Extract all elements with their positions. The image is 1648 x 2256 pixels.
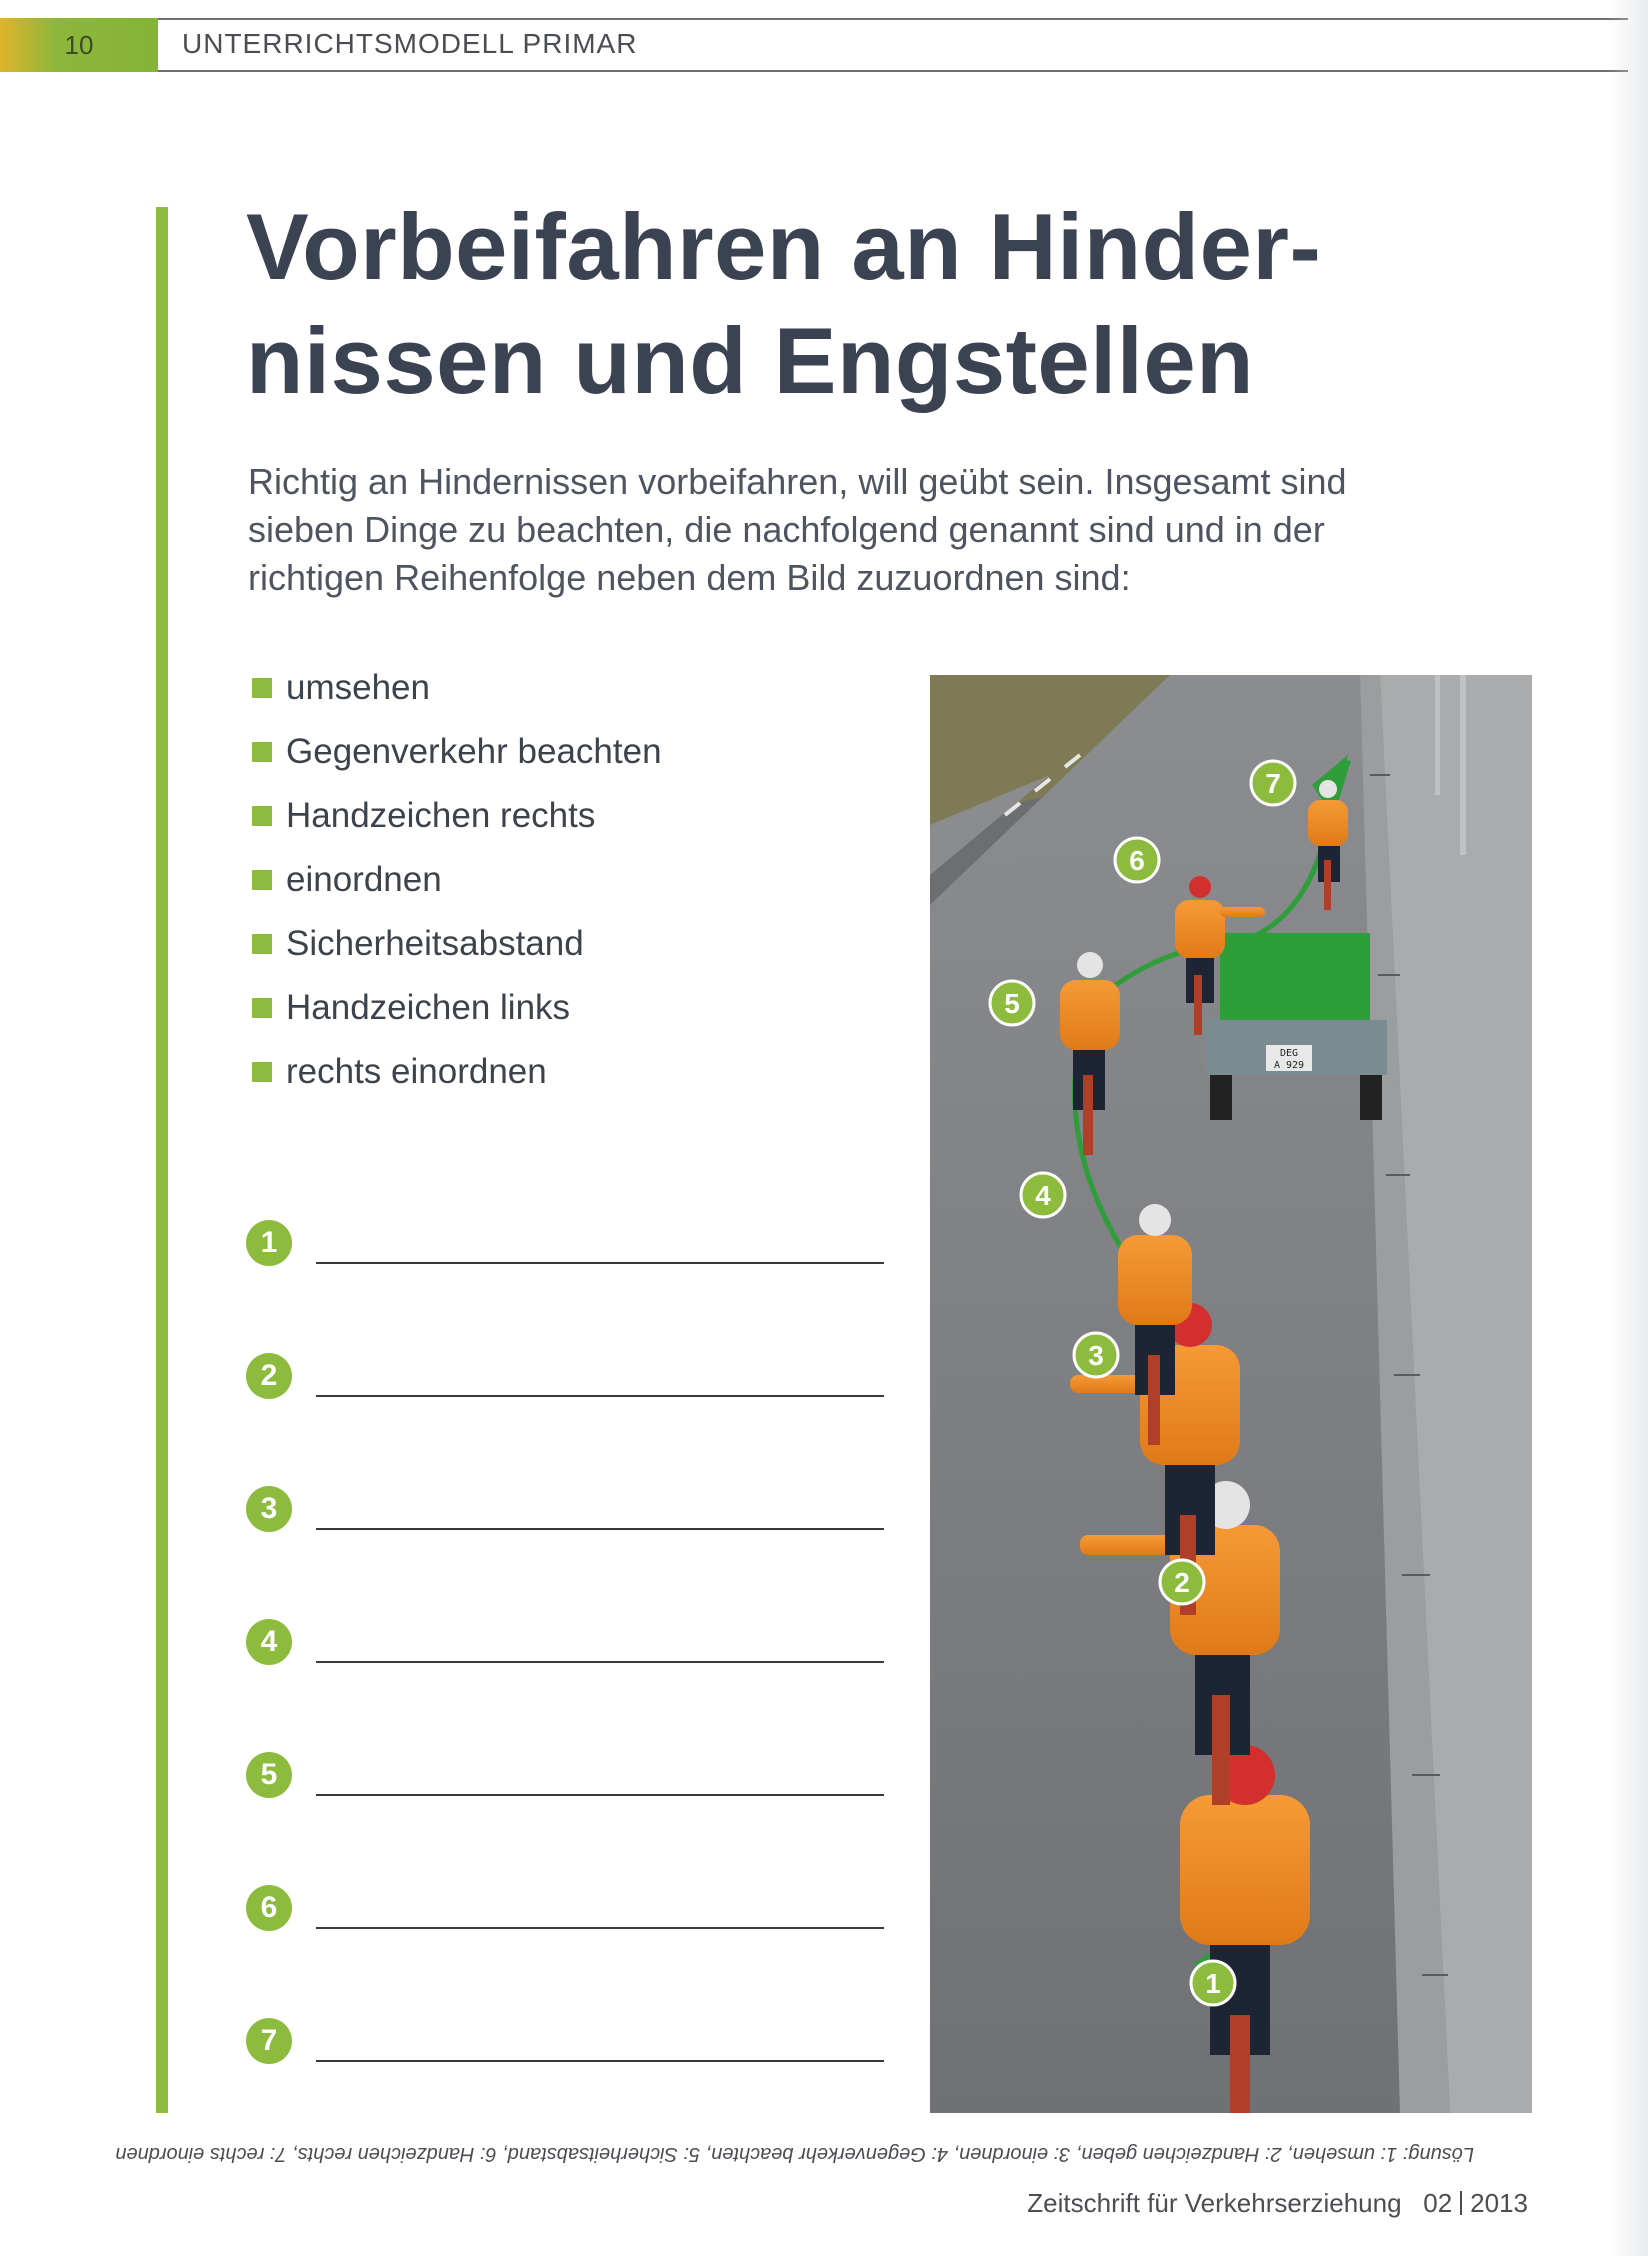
task-list: [252, 656, 662, 1104]
road-scene: [930, 675, 1532, 2113]
plate-text-1: DEG: [1279, 1048, 1299, 1059]
answer-row: [246, 1609, 896, 1742]
number-badge: 3: [246, 1486, 292, 1532]
marker-badge: [990, 981, 1034, 1025]
answer-row: [246, 2008, 896, 2141]
answer-row: [246, 1742, 896, 1875]
list-item: [252, 720, 662, 784]
marker-badge: [1160, 1560, 1204, 1604]
list-item-label: Gegenverkehr beachten: [286, 732, 662, 771]
number-badge: 5: [246, 1752, 292, 1798]
marker-badge: [1074, 1333, 1118, 1377]
header-rule-bottom: [158, 70, 1628, 72]
bullet-square-icon: [252, 870, 272, 890]
bullet-square-icon: [252, 934, 272, 954]
footer: [1027, 2188, 1528, 2219]
answer-row: [246, 1343, 896, 1476]
issue-number: 02: [1423, 2188, 1453, 2218]
page-number-tab: [0, 18, 158, 72]
journal-name: Zeitschrift für Verkehrserziehung: [1027, 2188, 1402, 2218]
trailer-cover: [1220, 933, 1370, 1033]
list-item: [252, 912, 662, 976]
intro-line-3: richtigen Reihenfolge neben dem Bild zuzuordnen sind:: [248, 557, 1131, 598]
svg-text:2: 2: [1174, 1567, 1190, 1598]
number-badge: 4: [246, 1619, 292, 1665]
issue-year: 2013: [1470, 2188, 1528, 2218]
pole: [1460, 675, 1466, 855]
cyclist-photo: [930, 675, 1532, 2113]
accent-bar: [156, 207, 168, 2113]
list-item-label: einordnen: [286, 860, 442, 899]
svg-text:4: 4: [1035, 1180, 1051, 1211]
number-badge: 2: [246, 1353, 292, 1399]
answer-blank-line[interactable]: [316, 1661, 884, 1663]
svg-text:6: 6: [1129, 845, 1145, 876]
list-item-label: Handzeichen links: [286, 988, 571, 1027]
svg-text:1: 1: [1205, 1968, 1221, 1999]
intro-paragraph: [248, 458, 1408, 602]
header-rule-top: [158, 18, 1628, 20]
list-item-label: umsehen: [286, 668, 430, 707]
list-item-label: rechts einordnen: [286, 1052, 547, 1091]
intro-line-1: Richtig an Hindernissen vorbeifahren, will geübt sein. Insgesamt sind: [248, 461, 1347, 502]
pole: [1435, 675, 1440, 795]
bullet-square-icon: [252, 998, 272, 1018]
answer-lines: [246, 1210, 896, 2141]
section-title: UNTERRICHTSMODELL PRIMAR: [182, 28, 638, 59]
bullet-square-icon: [252, 1062, 272, 1082]
trailer-wheel: [1210, 1075, 1232, 1120]
title-line-1: Vorbeifahren an Hinder-: [246, 194, 1322, 299]
bullet-square-icon: [252, 678, 272, 698]
marker-badge: [1115, 838, 1159, 882]
marker-badge: [1251, 761, 1295, 805]
bullet-square-icon: [252, 742, 272, 762]
svg-text:7: 7: [1265, 768, 1281, 799]
list-item: [252, 656, 662, 720]
page-header: [0, 18, 1648, 72]
page-number: 10: [64, 29, 94, 60]
bullet-square-icon: [252, 806, 272, 826]
marker-badge: [1191, 1961, 1235, 2005]
answer-row: [246, 1476, 896, 1609]
answer-row: [246, 1210, 896, 1343]
number-badge: 6: [246, 1885, 292, 1931]
list-item-label: Sicherheitsabstand: [286, 924, 584, 963]
plate-text-2: A 929: [1273, 1060, 1305, 1071]
title-line-2: nissen und Engstellen: [246, 308, 1255, 413]
marker-badge: [1021, 1173, 1065, 1217]
list-item: [252, 1040, 662, 1104]
trailer-wheel: [1360, 1075, 1382, 1120]
svg-text:5: 5: [1004, 988, 1020, 1019]
number-badge: 1: [246, 1220, 292, 1266]
list-item: [252, 976, 662, 1040]
intro-line-2: sieben Dinge zu beachten, die nachfolgend genannt sind und in der: [248, 509, 1325, 550]
answer-blank-line[interactable]: [316, 1794, 884, 1796]
answer-row: [246, 1875, 896, 2008]
answer-blank-line[interactable]: [316, 1927, 884, 1929]
answer-blank-line[interactable]: [316, 2060, 884, 2062]
answer-blank-line[interactable]: [316, 1528, 884, 1530]
list-item-label: Handzeichen rechts: [286, 796, 596, 835]
page-edge-shadow: [1608, 0, 1648, 2256]
list-item: [252, 784, 662, 848]
solution-text-upside-down: Lösung: 1: umsehen, 2: Handzeichen geben, 3: einordnen, 4: Gegenverkehr beachten, 5: Sicherheitsabstand, 6: Handzeichen rechts, 7: rechts einordnen: [115, 2143, 1474, 2165]
answer-blank-line[interactable]: [316, 1395, 884, 1397]
answer-blank-line[interactable]: [316, 1262, 884, 1264]
svg-text:3: 3: [1088, 1340, 1104, 1371]
list-item: [252, 848, 662, 912]
number-badge: 7: [246, 2018, 292, 2064]
page-title: [246, 190, 1346, 418]
footer-separator: [1460, 2191, 1462, 2215]
